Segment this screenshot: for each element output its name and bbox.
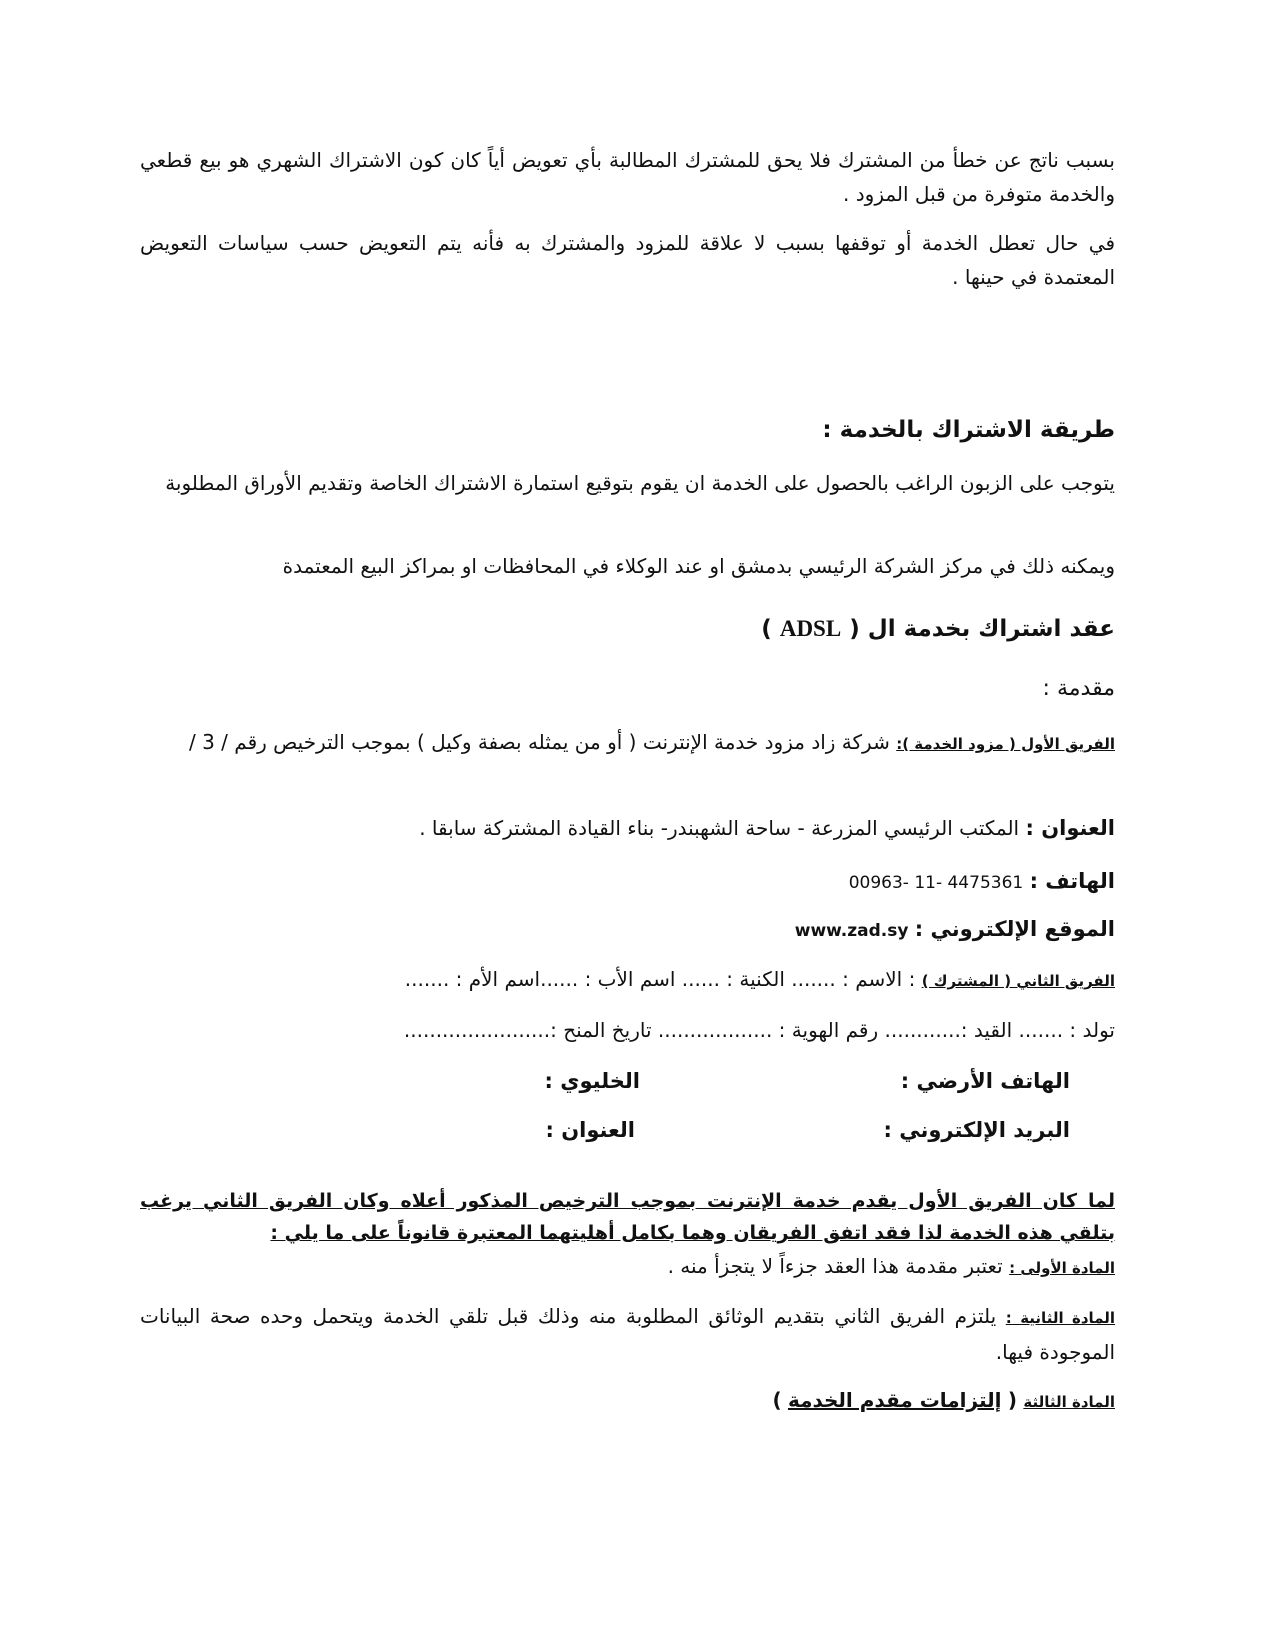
subscription-method-heading: طريقة الاشتراك بالخدمة : <box>822 417 1115 443</box>
party1-paragraph <box>140 725 1115 761</box>
article3-open: ( <box>1007 1388 1018 1412</box>
phone-value: 00963- 11- 4475361 <box>848 873 1024 893</box>
party1-text: شركة زاد مزود خدمة الإنترنت ( أو من يمثله بصفة وكيل ) بموجب الترخيص رقم / 3 / <box>188 730 890 754</box>
address2-label: العنوان : <box>545 1118 635 1142</box>
address-value: المكتب الرئيسي المزرعة - ساحة الشهبندر- بناء القيادة المشتركة سابقا . <box>419 816 1020 840</box>
phone-label: الهاتف : <box>1029 869 1115 893</box>
phone-line <box>140 864 1115 900</box>
article2-paragraph <box>140 1299 1115 1369</box>
article3-line <box>140 1383 1115 1419</box>
intro-label: مقدمة : <box>1042 676 1115 701</box>
article1-label: المادة الأولى : <box>1009 1259 1115 1277</box>
party2-text: : الاسم : ....... الكنية : ...... اسم الأب : ......اسم الأم : ....... <box>404 967 916 991</box>
landline-label: الهاتف الأرضي : <box>900 1069 1070 1093</box>
compensation-paragraph-2: في حال تعطل الخدمة أو توقفها بسبب لا علاقة للمزود والمشترك به فأنه يتم التعويض حسب سياسات التعويض المعتمدة في حينها . <box>140 231 1115 289</box>
website-label: الموقع الإلكتروني : <box>914 917 1115 941</box>
article2-text: يلتزم الفريق الثاني بتقديم الوثائق المطلوبة منه وذلك قبل تلقي الخدمة ويتحمل وحده صحة البيانات الموجودة فيها. <box>140 1304 1115 1364</box>
agreement-statement: لما كان الفريق الأول يقدم خدمة الإنترنت بموجب الترخيص المذكور أعلاه وكان الفريق الثاني يرغب بتلقي هذه الخدمة لذا فقد اتفق الفريقان وهما بكامل أهليتهما المعتبرة قانوناً على ما يلي : <box>140 1190 1115 1244</box>
article1-text: تعتبر مقدمة هذا العقد جزءاً لا يتجزأ منه . <box>667 1254 1003 1278</box>
article3-close: ) <box>772 1388 782 1412</box>
mobile-label: الخليوي : <box>544 1069 640 1093</box>
party1-label: الفريق الأول ( مزود الخدمة ): <box>896 735 1115 753</box>
address-line <box>140 811 1115 845</box>
birth-line: تولد : ....... القيد :............ رقم الهوية : .................. تاريخ المنح :....................... <box>403 1018 1115 1042</box>
website-value: www.zad.sy <box>794 921 909 941</box>
article3-label: المادة الثالثة <box>1023 1393 1115 1411</box>
address-label: العنوان : <box>1025 816 1115 840</box>
article1-line <box>140 1249 1115 1285</box>
article3-text: إلتزامات مقدم الخدمة <box>787 1388 1002 1412</box>
contract-title-close: ) <box>761 616 772 642</box>
contract-title-open: ( <box>849 616 860 642</box>
subscription-method-paragraph-2: ويمكنه ذلك في مركز الشركة الرئيسي بدمشق او عند الوكلاء في المحافظات او بمراكز البيع المعتمدة <box>282 554 1115 578</box>
email-label: البريد الإلكتروني : <box>883 1118 1070 1142</box>
subscription-method-paragraph-1: يتوجب على الزبون الراغب بالحصول على الخدمة ان يقوم بتوقيع استمارة الاشتراك الخاصة وتقديم الأوراق المطلوبة <box>165 471 1115 495</box>
party2-label: الفريق الثاني ( المشترك ) <box>921 972 1115 990</box>
contract-title-text: عقد اشتراك بخدمة ال <box>867 616 1115 642</box>
party2-line <box>140 962 1115 998</box>
contract-title <box>140 612 1115 646</box>
contract-title-code: ADSL <box>779 616 842 641</box>
compensation-paragraph-1: بسبب ناتج عن خطأ من المشترك فلا يحق للمشترك المطالبة بأي تعويض أياً كان كون الاشتراك الشهري هو بيع قطعي والخدمة متوفرة من قبل المزود . <box>140 148 1115 206</box>
website-line <box>140 912 1115 948</box>
article2-label: المادة الثانية : <box>1005 1309 1116 1327</box>
